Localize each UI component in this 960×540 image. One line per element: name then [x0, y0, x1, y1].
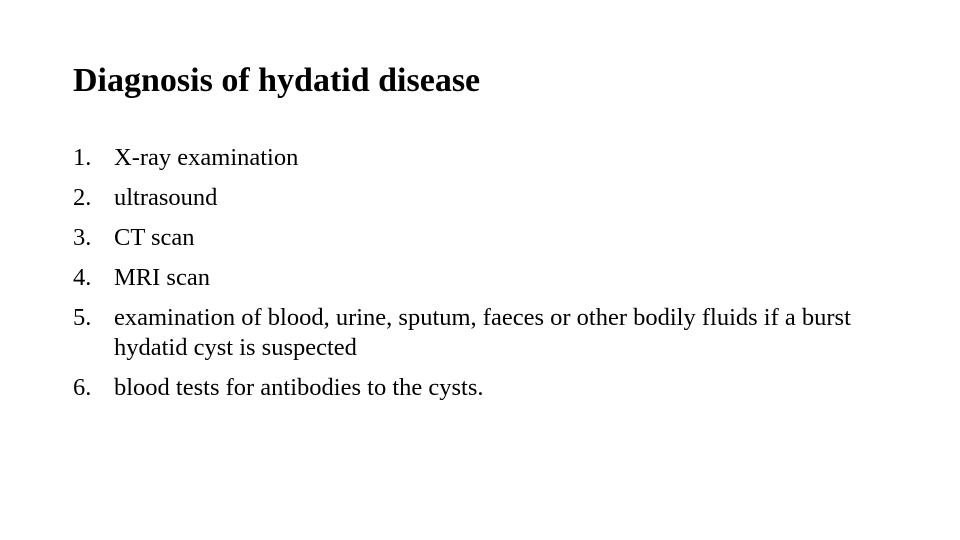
list-item-text: ultrasound — [114, 184, 218, 211]
list-item-number: 4. — [73, 264, 92, 291]
list-item — [73, 143, 893, 173]
list-item-text: examination of blood, urine, sputum, faeces or other bodily fluids if a burst hydatid cyst is suspected — [114, 304, 851, 361]
list-item-text: blood tests for antibodies to the cysts. — [114, 374, 484, 401]
list-item — [73, 223, 893, 253]
list-item — [73, 373, 893, 403]
list-item-number: 6. — [73, 374, 92, 401]
slide-title: Diagnosis of hydatid disease — [73, 62, 481, 99]
list-item — [73, 263, 893, 293]
list-item-text: X-ray examination — [114, 144, 299, 171]
list-item — [73, 183, 893, 213]
list-item-number: 3. — [73, 224, 92, 251]
list-item-text: CT scan — [114, 224, 195, 251]
list-item-number: 5. — [73, 304, 92, 331]
list-item-number: 2. — [73, 184, 92, 211]
list-item-number: 1. — [73, 144, 92, 171]
list-item — [73, 303, 893, 363]
diagnosis-list — [73, 143, 893, 413]
list-item-text: MRI scan — [114, 264, 210, 291]
